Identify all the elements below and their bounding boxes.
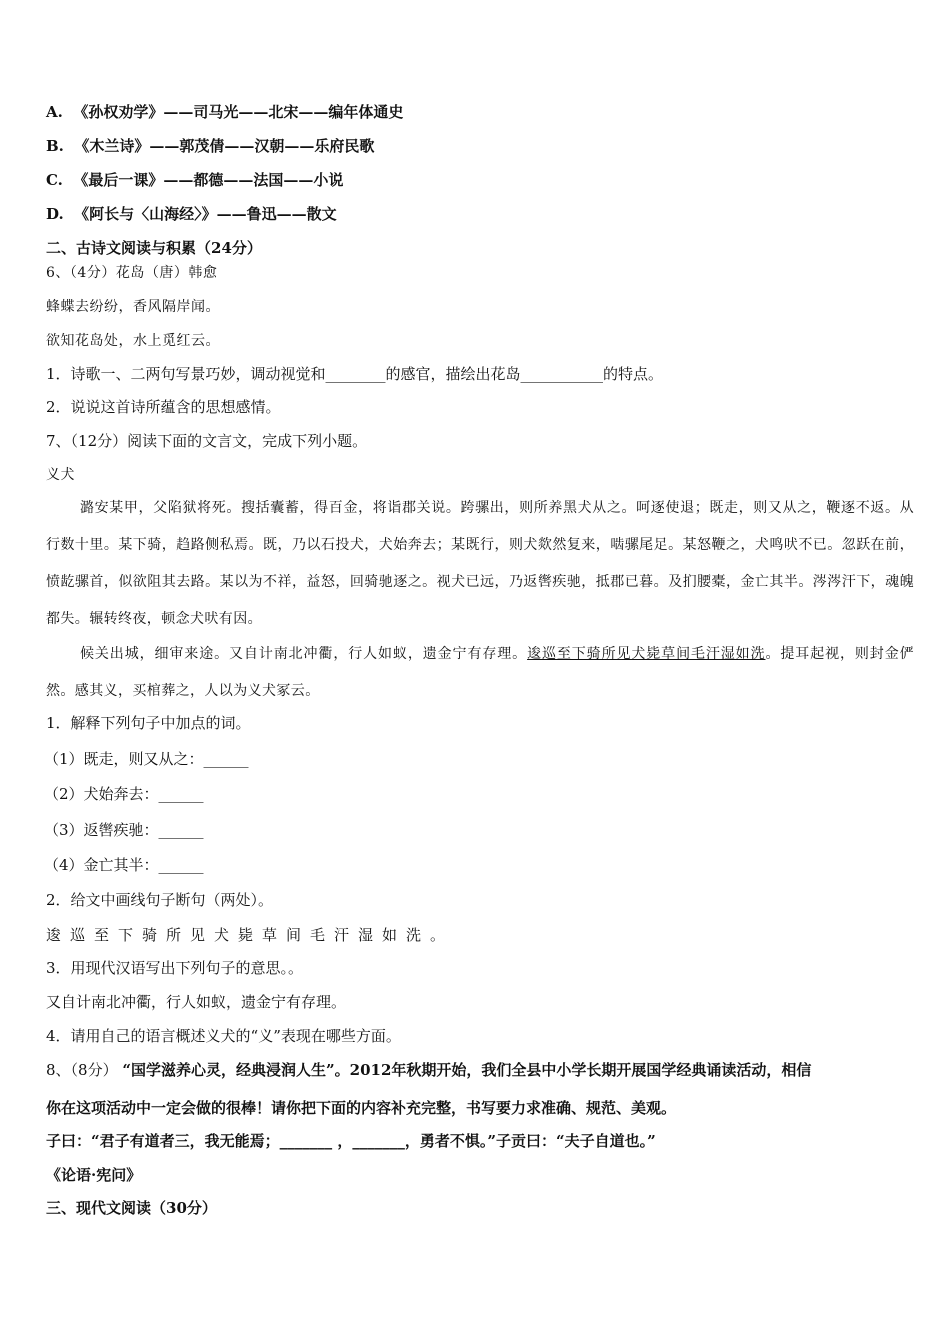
q7-sub-4: 4．请用自己的语言概述义犬的“义”表现在哪些方面。 <box>46 1027 401 1045</box>
q7-item-4: （4）金亡其半：______ <box>44 856 204 874</box>
q8-source: 《论语·宪问》 <box>46 1166 142 1184</box>
section-2-heading: 二、古诗文阅读与积累（24分） <box>46 239 262 257</box>
q7-sub-2: 2．给文中画线句子断句（两处）。 <box>46 891 274 909</box>
option-a: A. 《孙权劝学》——司马光——北宋——编年体通史 <box>46 103 404 121</box>
q6-poem-line-1: 蜂蝶去纷纷，香风隔岸闻。 <box>46 299 220 315</box>
q8-line-1: 8、（8分） “国学滋养心灵，经典浸润人生”。2012年秋期开始，我们全县中小学长期开展国学经典诵读活动，相信 <box>46 1061 812 1079</box>
q7-sub-3: 3．用现代汉语写出下列句子的意思。。 <box>46 959 304 977</box>
q7-spaced-sentence: 逡巡至下骑所见犬毙草间毛汗湿如洗。 <box>46 926 455 944</box>
q7-item-3: （3）返辔疾驰：______ <box>44 821 204 839</box>
q8-line-2: 你在这项活动中一定会做的很棒！请你把下面的内容补充完整，书写要力求准确、规范、美观。 <box>46 1099 677 1117</box>
q7-title: 义犬 <box>46 467 75 483</box>
q7-passage-paragraph-2: 候关出城，细审来途。又自计南北冲衢，行人如蚁，遗金宁有存理。逡巡至下骑所见犬毙草间毛汗湿如洗。提耳起视，则封金俨然。感其义，买棺葬之，人以为义犬冢云。 <box>46 646 915 699</box>
section-3-heading: 三、现代文阅读（30分） <box>46 1199 217 1217</box>
underlined-sentence: 逡巡至下骑所见犬毙草间毛汗湿如洗 <box>527 646 766 662</box>
q6-sub-1: 1．诗歌一、二两句写景巧妙，调动视觉和________的感官，描绘出花岛___________的特点。 <box>46 365 664 383</box>
option-b: B. 《木兰诗》——郭茂倩——汉朝——乐府民歌 <box>46 137 375 155</box>
q7-header: 7、（12分）阅读下面的文言文，完成下列小题。 <box>46 432 368 450</box>
q7-item-2: （2）犬始奔去：______ <box>44 785 204 803</box>
q6-poem-line-2: 欲知花岛处，水上觅红云。 <box>46 333 220 349</box>
q6-sub-2: 2．说说这首诗所蕴含的思想感情。 <box>46 398 281 416</box>
q7-item-1: （1）既走，则又从之：______ <box>44 750 249 768</box>
option-d: D. 《阿长与〈山海经〉》——鲁迅——散文 <box>46 205 337 223</box>
q7-sub-1: 1．解释下列句子中加点的词。 <box>46 714 251 732</box>
q7-passage-paragraph-1: 潞安某甲，父陷狱将死。搜括囊蓄，得百金，将诣郡关说。跨骡出，则所养黑犬从之。呵逐使退；既走，则又从之，鞭逐不返。从行数十里。某下骑，趋路侧私焉。既，乃以石投犬，犬始奔去；某既行，则犬欻然复来，啮骡尾足。某怒鞭之，犬鸣吠不已。忽跃在前，愤龁骡首，似欲阻其去路。某以为不祥，益怒，回骑驰逐之。视犬已远，乃返辔疾驰，抵郡已暮。及扪腰橐，金亡其半。涔涔汗下，魂魄都失。辗转终夜，顿念犬吠有因。 <box>46 500 914 627</box>
q6-header: 6、（4分）花岛（唐）韩愈 <box>46 265 218 281</box>
option-c: C. 《最后一课》——都德——法国——小说 <box>46 171 344 189</box>
q8-line-3: 子曰：“君子有道者三，我无能焉；_______ ，_______，勇者不惧。”子贡曰：“夫子自道也。” <box>46 1132 656 1150</box>
q7-sentence-3: 又自计南北冲衢，行人如蚁，遗金宁有存理。 <box>46 993 347 1011</box>
